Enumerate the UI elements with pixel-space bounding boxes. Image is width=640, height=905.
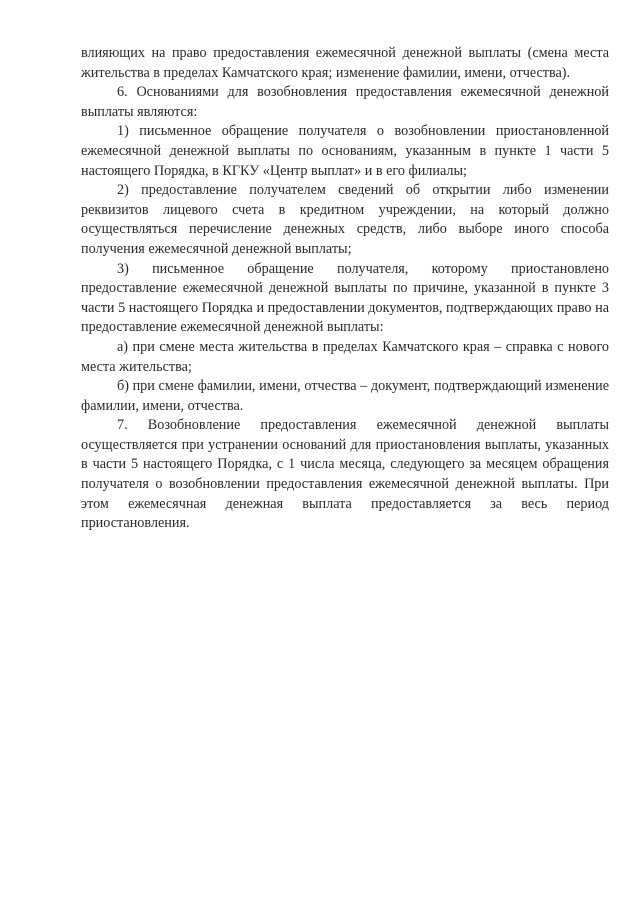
paragraph-subitem-1: 1) письменное обращение получателя о возобновлении приостановленной ежемесячной денежной выплаты по основаниям, указанным в пункте 1 части 5 настоящего Порядка, в КГКУ «Центр выплат» и в его филиалы; [81, 123, 609, 179]
paragraph-item-7: 7. Возобновление предоставления ежемесячной денежной выплаты осуществляется при устранении оснований для приостановления выплаты, указанных в части 5 настоящего Порядка, с 1 числа месяца, следующего за месяцем обращения получателя о возобновлении предоставления ежемесячной денежной выплаты. При этом ежемесячная денежная выплата предоставляется за весь период приостановления. [81, 417, 609, 532]
paragraph-subitem-3: 3) письменное обращение получателя, которому приостановлено предоставление ежемесячной денежной выплаты по причине, указанной в пункте 3 части 5 настоящего Порядка и предоставлении документов, подтверждающих право на предоставление ежемесячной денежной выплаты: [81, 260, 609, 336]
paragraph-subitem-a: а) при смене места жительства в пределах Камчатского края – справка с нового места жительства; [81, 338, 609, 375]
paragraph-continuation: влияющих на право предоставления ежемесячной денежной выплаты (смена места жительства в пределах Камчатского края; изменение фамилии, имени, отчества). [81, 45, 609, 81]
paragraph-subitem-2: 2) предоставление получателем сведений об открытии либо изменении реквизитов лицевого счета в кредитном учреждении, на который должно осуществляться перечисление денежных средств, либо выборе иного способа получения ежемесячной денежной выплаты; [81, 182, 609, 257]
paragraph-subitem-b: б) при смене фамилии, имени, отчества – документ, подтверждающий изменение фамилии, имени, отчества. [81, 378, 609, 414]
paragraph-item-6: 6. Основаниями для возобновления предоставления ежемесячной денежной выплаты являются: [81, 84, 609, 120]
document-body [81, 44, 609, 534]
